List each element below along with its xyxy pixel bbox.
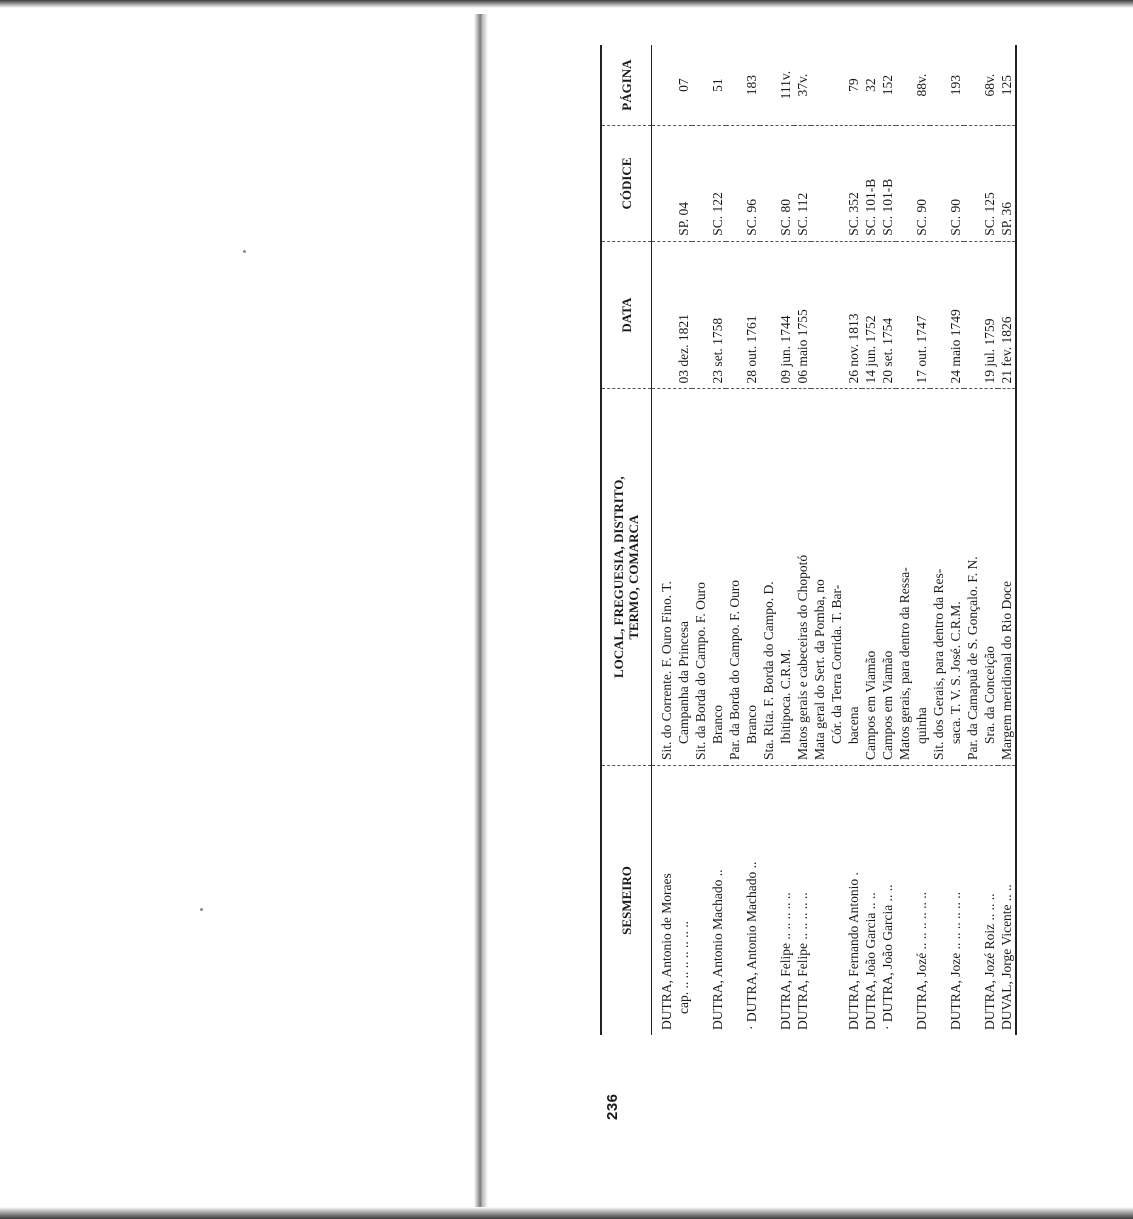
cell-sesmeiro	[726, 765, 760, 1035]
sesmarias-index-table	[600, 45, 1017, 1035]
cell-pagina: 32	[862, 45, 879, 126]
cell-pagina: 111v.	[760, 45, 794, 126]
cell-pagina: 51	[692, 45, 726, 126]
cell-data: 21 fev. 1826	[998, 241, 1016, 389]
cell-pagina: 37v.	[794, 45, 811, 126]
cell-sesmeiro	[811, 765, 862, 1035]
cell-sesmeiro	[862, 765, 879, 1035]
cell-pagina: 68v.	[964, 45, 998, 126]
sesmeiro-line: · DUTRA, Antonio Machado ..	[743, 861, 759, 1030]
page-number: 236	[604, 1093, 621, 1120]
cell-data: 09 jun. 1744	[760, 241, 794, 389]
sesmeiro-line: DUTRA, Fernando Antonio .	[845, 872, 861, 1030]
local-line: Cór. da Terra Corrida. T. Bar-	[828, 584, 844, 744]
cell-codice: SC. 125	[964, 126, 998, 242]
cell-data: 23 set. 1758	[692, 241, 726, 389]
cell-sesmeiro	[651, 765, 692, 1035]
sesmeiro-line: DUTRA, Antonio Machado ..	[709, 869, 725, 1030]
sesmeiro-line: DUVAL, Jorge Vicente .. ..	[998, 884, 1014, 1030]
local-line: Sit. da Borda do Campo. F. Ouro	[692, 582, 708, 760]
local-line: Campos em Viamão	[862, 650, 878, 760]
local-line: Branco	[743, 704, 759, 744]
local-line: Sra. da Conceição	[981, 646, 997, 744]
header-data: DATA	[601, 241, 651, 389]
sesmeiro-line: DUTRA, Jozé .. .. .. .. .. ..	[913, 892, 929, 1030]
cell-local	[794, 389, 811, 766]
header-local-line2: TERMO, COMARCA	[626, 514, 642, 640]
cell-local	[760, 389, 794, 766]
local-line: Matos gerais e cabeceiras do Chopotó	[794, 554, 810, 760]
header-pagina: PÁGINA	[601, 45, 651, 126]
cell-codice: SC. 352	[811, 126, 862, 242]
cell-codice: SC. 101-B	[862, 126, 879, 242]
scan-speck	[200, 908, 203, 911]
cell-sesmeiro	[896, 765, 930, 1035]
cell-data: 14 jun. 1752	[862, 241, 879, 389]
sesmeiro-line: DUTRA, Antonio de Moraes	[658, 873, 674, 1030]
cell-data: 06 maio 1755	[794, 241, 811, 389]
cell-sesmeiro	[930, 765, 964, 1035]
cell-codice: SC. 101-B	[879, 126, 896, 242]
local-line: Mata geral do Sert. da Pomba, no	[811, 579, 827, 760]
book-gutter	[474, 14, 488, 1209]
cell-pagina: 07	[651, 45, 692, 126]
local-line: Margem meridional do Rio Doce	[998, 581, 1014, 760]
cell-sesmeiro	[879, 765, 896, 1035]
cell-data: 20 set. 1754	[879, 241, 896, 389]
table-row	[964, 45, 998, 1035]
local-line: bacena	[845, 706, 861, 744]
cell-local	[964, 389, 998, 766]
cell-local	[998, 389, 1016, 766]
cell-sesmeiro	[794, 765, 811, 1035]
cell-data: 03 dez. 1821	[651, 241, 692, 389]
local-line: Sit. do Corrente. F. Ouro Fino. T.	[658, 581, 674, 760]
table-row	[794, 45, 811, 1035]
cell-pagina: 183	[726, 45, 760, 126]
table-row	[811, 45, 862, 1035]
local-line: Campanha da Princesa	[675, 621, 691, 744]
cell-local	[726, 389, 760, 766]
local-line: Campos em Viamão	[879, 650, 895, 760]
cell-codice: SC. 90	[896, 126, 930, 242]
local-line: Ibitipoca. C.R.M.	[777, 649, 793, 744]
cell-local	[862, 389, 879, 766]
cell-data: 19 jul. 1759	[964, 241, 998, 389]
cell-pagina: 88v.	[896, 45, 930, 126]
cell-data: 24 maio 1749	[930, 241, 964, 389]
cell-pagina: 79	[811, 45, 862, 126]
local-line: Branco	[709, 704, 725, 744]
local-line: Sit. dos Gerais, para dentro da Res-	[930, 568, 946, 760]
cell-codice: SP. 36	[998, 126, 1016, 242]
scan-speck	[243, 250, 246, 253]
sesmeiro-line: cap. .. .. .. .. .. .. ..	[675, 921, 691, 1014]
local-line: quinha	[913, 707, 929, 744]
header-local	[601, 389, 651, 766]
local-line: Sta. Rita. F. Borda do Campo. D.	[760, 581, 776, 760]
table-row	[692, 45, 726, 1035]
sesmeiro-line: DUTRA, Felipe .. .. .. .. ..	[794, 892, 810, 1030]
cell-sesmeiro	[998, 765, 1016, 1035]
cell-codice: SC. 90	[930, 126, 964, 242]
cell-pagina: 125	[998, 45, 1016, 126]
table-row	[930, 45, 964, 1035]
table-row	[896, 45, 930, 1035]
cell-local	[930, 389, 964, 766]
cell-codice: SC. 96	[726, 126, 760, 242]
sesmeiro-line: DUTRA, Jozé Roiz .. .. ..	[981, 893, 997, 1030]
cell-local	[879, 389, 896, 766]
cell-local	[896, 389, 930, 766]
table-row	[879, 45, 896, 1035]
sesmeiro-line: DUTRA, João Garcia .. ..	[862, 892, 878, 1030]
cell-data: 17 out. 1747	[896, 241, 930, 389]
local-line: Par. da Borda do Campo. F. Ouro	[726, 579, 742, 760]
cell-pagina: 193	[930, 45, 964, 126]
cell-codice: SP. 04	[651, 126, 692, 242]
cell-sesmeiro	[964, 765, 998, 1035]
scan-bottom-edge	[0, 1207, 1133, 1219]
table-row	[651, 45, 692, 1035]
cell-codice: SC. 112	[794, 126, 811, 242]
header-codice: CÓDICE	[601, 126, 651, 242]
local-line: Matos gerais, para dentro da Ressa-	[896, 567, 912, 760]
header-local-line1: LOCAL, FREGUESIA, DISTRITO,	[611, 476, 627, 679]
table-row	[998, 45, 1016, 1035]
rotated-page	[600, 59, 1130, 1120]
cell-codice: SC. 80	[760, 126, 794, 242]
table-row	[726, 45, 760, 1035]
scan-top-edge	[0, 0, 1133, 8]
table-row	[760, 45, 794, 1035]
cell-local	[692, 389, 726, 766]
local-line: Par. da Camapuã de S. Gonçalo. F. N.	[964, 556, 980, 760]
cell-pagina: 152	[879, 45, 896, 126]
table-row	[862, 45, 879, 1035]
cell-sesmeiro	[692, 765, 726, 1035]
sesmeiro-line: DUTRA, Felipe .. .. .. .. ..	[777, 892, 793, 1030]
sesmeiro-line: · DUTRA, João Garcia .. ..	[879, 884, 895, 1030]
cell-sesmeiro	[760, 765, 794, 1035]
table-body	[651, 45, 1016, 1035]
header-sesmeiro: SESMEIRO	[601, 765, 651, 1035]
local-line: saca. T. V. S. José. C.R.M.	[947, 601, 963, 744]
cell-data: 26 nov. 1813	[811, 241, 862, 389]
cell-local	[651, 389, 692, 766]
cell-local	[811, 389, 862, 766]
sesmeiro-line: DUTRA, Joze .. .. .. .. .. ..	[947, 892, 963, 1030]
cell-codice: SC. 122	[692, 126, 726, 242]
cell-data: 28 out. 1761	[726, 241, 760, 389]
